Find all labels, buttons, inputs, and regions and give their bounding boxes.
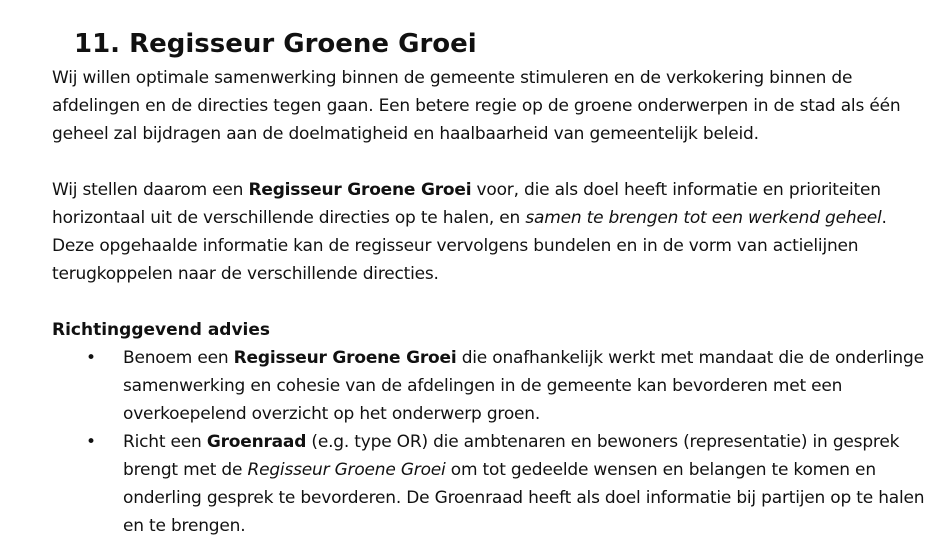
list-item: [52, 344, 932, 428]
advice-title: Richtinggevend advies: [52, 320, 271, 340]
proposal-paragraph: [52, 176, 932, 288]
proposal-text-2: voor, die als doel heeft informatie en prioriteiten horizontaal uit de verschillende directies op te halen, en: [52, 180, 881, 228]
item-text-2: die onafhankelijk werkt met mandaat die de onderlinge samenwerking en cohesie van de afdelingen in de gemeente kan bevorderen met een overkoepelend overzicht op het onderwerp groen.: [123, 348, 924, 424]
section-heading: 11. Regisseur Groene Groei: [74, 29, 477, 59]
proposal-text-1: Wij stellen daarom een: [52, 180, 249, 200]
item-bold-term: Regisseur Groene Groei: [233, 348, 457, 368]
item-text-1: Richt een: [123, 432, 207, 452]
intro-paragraph: Wij willen optimale samenwerking binnen de gemeente stimuleren en de verkokering binnen de afdelingen en de directies tegen gaan. Een betere regie op de groene onderwerpen in de stad als één geheel zal bijdragen aan de doelmatigheid en haalbaarheid van gemeentelijk beleid.: [52, 68, 901, 144]
advice-list: [52, 344, 932, 540]
item-text-2: (e.g. type OR) die ambtenaren en bewoners (representatie) in gesprek brengt met de: [123, 432, 900, 480]
item-text-1: Benoem een: [123, 348, 234, 368]
proposal-bold-term: Regisseur Groene Groei: [248, 180, 472, 200]
bullet-icon: •: [86, 348, 96, 368]
item-bold-term: Groenraad: [206, 432, 307, 452]
list-item: [52, 428, 932, 540]
proposal-italic-phrase: samen te brengen tot een werkend geheel: [525, 208, 882, 228]
item-italic-phrase: Regisseur Groene Groei: [247, 460, 446, 480]
item-text-3: om tot gedeelde wensen en belangen te komen en onderling gesprek te bevorderen. De Groenraad heeft als doel informatie bij partijen op te halen en te brengen.: [123, 460, 925, 536]
proposal-text-3: . Deze opgehaalde informatie kan de regisseur vervolgens bundelen en in de vorm van actielijnen terugkoppelen naar de verschillende directies.: [52, 208, 887, 284]
bullet-icon: •: [86, 432, 96, 452]
